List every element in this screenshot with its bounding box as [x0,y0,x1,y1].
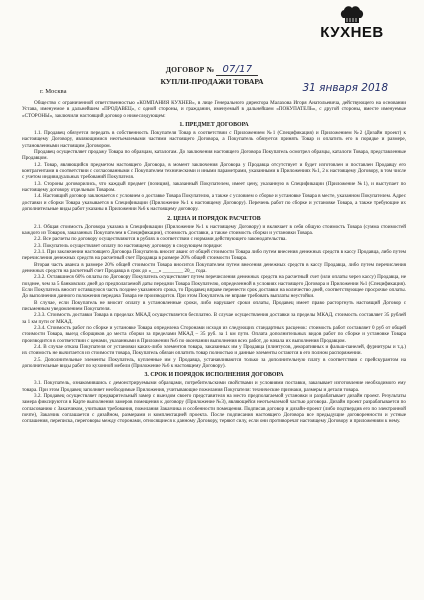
paragraph: 2.3. Покупатель осуществляет оплату по настоящему договору в следующем порядке: [34,242,223,249]
intro-paragraph: Общество с ограниченной ответственностью «КОМПАНИЯ КУХНЕВ», в лице Генерального директора Малахова Игоря Анатольевича, действующего на основании Устава, именуемое в дальнейшем «ПРОДАВЕЦ», с одной стороны, и гражданин, именуемый в дальнейшем «ПОКУПАТЕЛЬ», с другой стороны, вместе именуемые «СТОРОНЫ», заключили настоящий договор о нижеследующем: [22,100,406,119]
paragraph: 2.4. В случае отказа Покупателя от установки каких-либо элементов товара, заказанных им у Продавца (плинтусов, декоративных и фальш-панелей, фурнитуры и т.д.) их стоимость не вычитается из стоимости товара, Покупатель обязан оплатить товар полностью и данные элементы остаются в его полном распоряжении. [22,344,406,357]
paragraph: 3.2. Продавец осуществляет предварительный замер с выездом своего представителя на место предполагаемой установки и разрабатывает дизайн проект. Результаты замера фиксируются в Карте выполнения замеров помещения к договору (Приложение №3), являющейся неотъемлемой частью договора. Дизайн проект разрабатывается по согласованию с Заказчиком, учитывая требования, пожелания Заказчика и особенности помещения. Подписав договор и дизайн-проект (либо подтвердив его по электронной почте), Заказчик соглашается с дизайном, размерами и комплектацией проекта. После подписания настоящего Договора все предыдущие договоренности и устные соглашения, переписка, переговоры между сторонами, относящиеся к данному Договору, теряют силу, если они противоречат настоящему Договору и приложениям к нему. [22,393,406,425]
paragraph: 1.1. Продавец обязуется передать в собственность Покупателя Товар в соответствии с Приложением №1 (Спецификация) и Приложением №2 (Дизайн проект) к настоящему Договору, являющимися неотъемлемыми частями настоящего Договора, а Покупатель обязуется принять Товар и оплатить его в порядке и размере, установленными настоящим Договором. [22,130,406,149]
paragraph: 2.3.4. Стоимость работ по сборке и установке Товара определена Сторонами исходя из следующих стандартных расценок: стоимость работ составляет 0 руб от общей стоимости Товара, выезд сборщиков до места сборки за пределами МКАД – 35 руб. за 1 км пути. Оплата дополнительных видов работ по сборке и установке Товара производится в соответствии с ценами, указанными в Приложении №6 по окончании выполнения всех работ, до начала их выполнения Продавцом. [22,325,406,344]
section-1-title: 1. ПРЕДМЕТ ДОГОВОРА [179,122,249,129]
paragraph: 1.2. Товар, являющийся предметом настоящего Договора, в момент заключения Договора у Продавца отсутствует и будет изготовлен и поставлен Продавцу его контрагентами в соответствии с согласованными с Покупателем техническими и иными параметрами, указанными в Приложениях №1, 2 к настоящему Договору, в том числе с учетом индивидуальных требований Покупателя. [22,161,406,181]
paragraph: 2.2. Все расчеты по договору осуществляются в рублях в соответствии с нормами действующего законодательства. [34,236,287,243]
paragraph: В случае, если Покупатель не вносит оплату в установленные сроки, либо нарушает сроки оплаты, Продавец имеет право расторгнуть настоящий Договор с письменным уведомлением Покупателя. [22,299,406,312]
paragraph: Вторая часть аванса в размере 20% общей стоимости Товара вносится Покупателем путем внесения денежных средств в кассу Продавца, либо путем перечисления денежных средств на расчетный счет Продавца в срок до «___» ________ 20__ года. [22,261,406,274]
date-handwritten: 31 января 2018 [302,82,388,94]
section-3-title: 3. СРОК И ПОРЯДОК ИСПОЛНЕНИЯ ДОГОВОРА [144,372,284,379]
contract-body [22,100,406,594]
paragraph: 2.1. Общая стоимость Договора указана в Спецификации (Приложение №1 к настоящему Договору) и включает в себя общую стоимость Товара (сумма стоимостей каждого из Товаров, заказанных Покупателем в Спецификации), стоимость доставки, а также стоимость сборки и установки Товара. [22,223,406,236]
contract-number-handwritten: 07/17 [216,64,258,76]
paragraph: 2.3.2. Оставшиеся 60% оплаты по Договору Покупатель осуществляет путем перечисления денежных средств на расчетный счет (или оплаты через кассу) Продавца, не позднее, чем за 5 банковских дней до предполагаемой даты передачи Товара Покупателю, определенной в условиях настоящего Договора и Приложении №1 (Спецификация). Если Покупатель вносит оставшуюся часть позднее указанного срока, то Продавец вправе перенести срок доставки на количество дней, соответствующее просрочке оплаты. До выполнения данного положения передача Товара не производится. При этом Покупатель не вправе требовать выплаты неустойки. [22,274,406,300]
paragraph: 1.3. Стороны договорились, что каждый предмет (позиция), заказанный Покупателем, имеет цену, указанную в Спецификации (Приложение №1), и выступает по настоящему договору отдельным Товаром. [22,180,406,194]
paragraph: 2.3.3. Стоимость доставки Товара в пределах МКАД осуществляется бесплатно. В случае осуществления доставки за пределы МКАД, стоимость составляет 35 рублей за 1 км пути от МКАД. [22,312,406,325]
contract-title [0,64,424,75]
paragraph: 3.1. Покупатель, ознакомившись с демонстрируемыми образцами, потребительскими свойствами и условиями поставки, заказывает изготовление необходимого ему товара. При этом Продавец заполняет необходимые Приложения, учитывающие пожелания Покупателя: технические признаки, размеры и детали товара. [22,380,406,393]
logo-text: КУХНЕВ [320,24,384,41]
paragraph: 2.3.1. При заключении настоящего Договора Покупатель вносит аванс от общей стоимости Товара либо путем внесения денежных средств в кассу Продавца, либо путем перечисления денежных средств на расчетный счет Продавца в размере 20% общей стоимости Товара. [22,248,406,262]
paragraph: Продавец осуществляет продажу Товара по образцам, каталогам. До заключения настоящего Договора Покупатель осмотрел образцы, каталоги Товара, представленные Продавцом. [22,149,406,162]
paragraph: 2.5. Дополнительные элементы Покупатель, купленные им у Продавца, устанавливаются только за дополнительную плату в соответствии с прейскурантом на дополнительные виды работ по кухонной мебели (Приложение №6 к настоящему Договору). [22,356,406,370]
contract-prefix: ДОГОВОР № [165,65,215,74]
contract-subtitle: КУПЛИ-ПРОДАЖИ ТОВАРА [160,77,264,86]
chef-hat-icon [339,4,365,26]
company-logo [302,4,402,41]
paragraph: 1.4. Настоящий договор заключается с условием о доставке Товара Покупателю, а также с условием о сборке и установке Товара в месте, указанном Покупателем. Адрес доставки и сборки Товара указывается в Спецификации (Приложение №1 к настоящему Договору). Перечень работ по сборке и установке Товара, а также требующие их дополнительные виды работ указаны в Приложении №6 к настоящему договору. [22,193,406,213]
section-2-title: 2. ЦЕНА И ПОРЯДОК РАСЧЕТОВ [167,215,261,222]
city-label: г. Москва [40,88,67,95]
